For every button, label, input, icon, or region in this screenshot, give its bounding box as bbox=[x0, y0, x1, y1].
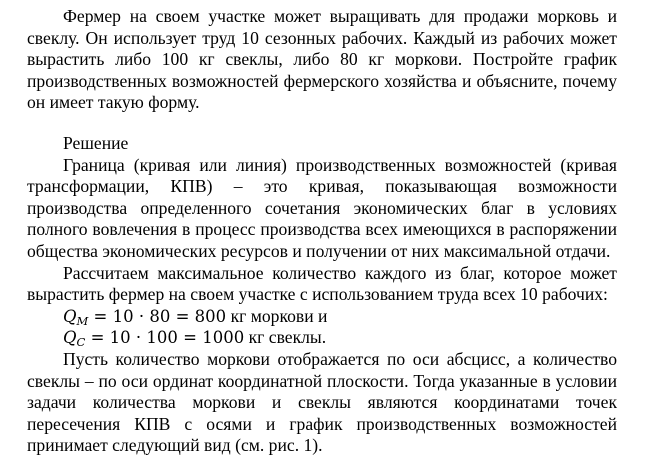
formula-beet-subscript: C bbox=[76, 335, 86, 350]
formula-carrot bbox=[27, 306, 617, 328]
axes-explanation-paragraph: Пусть количество моркови отображается по оси абсцисс, а количество свеклы – по оси ординат координатной плоскости. Тогда указанные в условии задачи количества моркови и свеклы являются координатами точек пересечения КПВ с осями и график производственных возможностей принимает следующий вид (см. рис. 1). bbox=[27, 348, 617, 456]
formula-beet-symbol: Q bbox=[63, 328, 77, 348]
formula-carrot-unit: кг моркови и bbox=[226, 305, 328, 326]
formula-carrot-expression: = 10 · 80 = 800 bbox=[88, 306, 227, 326]
document-page bbox=[27, 6, 617, 457]
formula-carrot-symbol: Q bbox=[63, 306, 77, 326]
paragraph-gap bbox=[27, 114, 617, 133]
formula-beet-expression: = 10 · 100 = 1000 bbox=[85, 328, 245, 348]
formula-carrot-math bbox=[63, 307, 226, 326]
formula-beet-unit: кг свеклы. bbox=[244, 327, 327, 348]
calculation-intro-paragraph: Рассчитаем максимальное количество каждого из благ, которое может вырастить фермер на своем участке с использованием труда всех 10 рабочих: bbox=[27, 262, 617, 305]
solution-heading: Решение bbox=[63, 132, 129, 153]
formula-carrot-subscript: M bbox=[76, 313, 89, 328]
problem-statement: Фермер на своем участке может выращивать для продажи морковь и свеклу. Он использует труд 10 сезонных рабочих. Каждый из рабочих может вырастить либо 100 кг свеклы, либо 80 кг моркови. Постройте график производственных возможностей фермерского хозяйства и объясните, почему он имеет такую форму. bbox=[27, 6, 617, 113]
formula-beet-math bbox=[63, 328, 245, 350]
definition-paragraph: Граница (кривая или линия) производственных возможностей (кривая трансформации, КПВ) – это кривая, показывающая возможности производства определенного сочетания экономических благ в условиях полного вовлечения в процесс производства всех имеющихся в распоряжении общества экономических ресурсов и получении от них максимальной отдачи. bbox=[27, 154, 617, 261]
formula-beet bbox=[27, 327, 617, 349]
